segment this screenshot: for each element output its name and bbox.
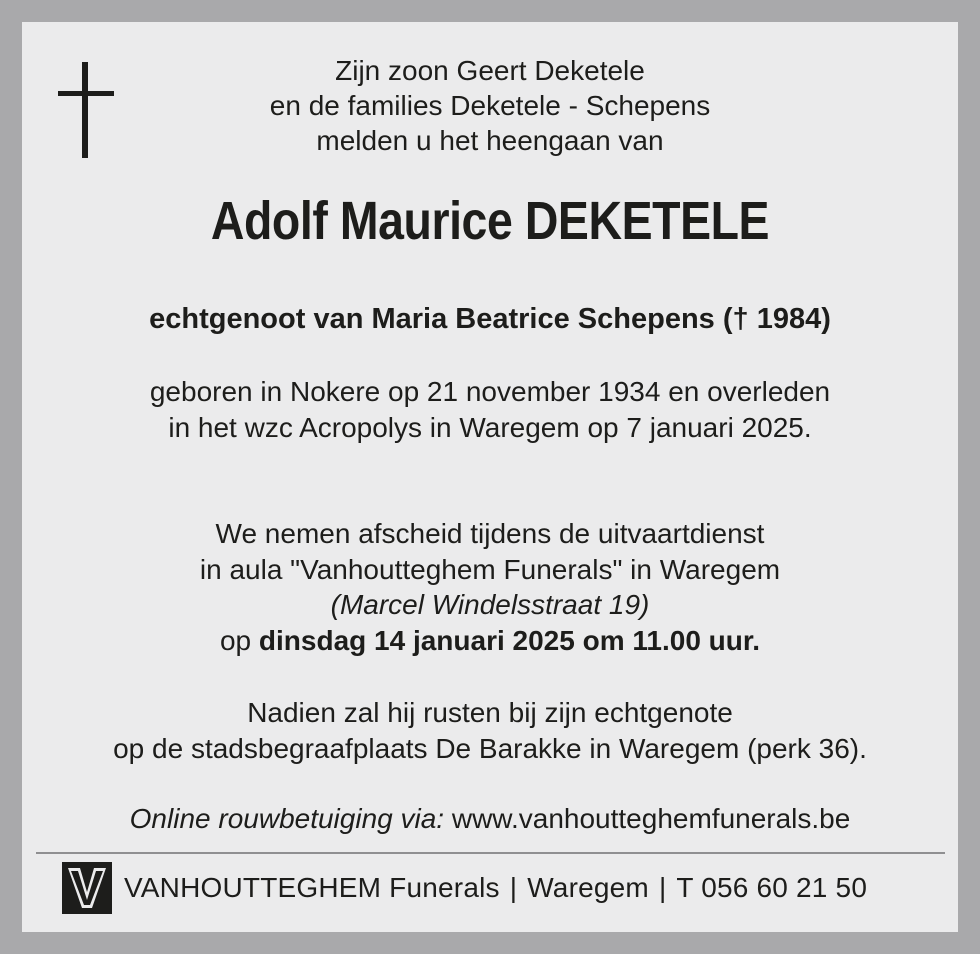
footer-separator: |: [509, 872, 518, 903]
death-notice-card: [22, 22, 958, 932]
birth-line: geboren in Nokere op 21 november 1934 en overleden: [149, 376, 831, 407]
footer-separator: |: [658, 872, 667, 903]
online-condolence-line: [0, 803, 980, 835]
spouse-line: echtgenoot van Maria Beatrice Schepens († 1984): [149, 303, 831, 335]
ceremony-date: dinsdag 14 januari 2025 om 11.00 uur.: [258, 625, 761, 656]
footer-phone: T 056 60 21 50: [676, 872, 868, 903]
online-label: Online rouwbetuiging via:: [129, 803, 445, 834]
death-line: in het wzc Acropolys in Waregem op 7 januari 2025.: [168, 412, 812, 443]
intro-line-2: en de families Deketele - Schepens: [269, 90, 711, 121]
intro-line-1: Zijn zoon Geert Deketele: [335, 55, 645, 86]
deceased-name: Adolf Maurice DEKETELE: [210, 191, 770, 251]
ceremony-date-prefix: op: [219, 625, 252, 656]
footer-city: Waregem: [527, 872, 649, 903]
footer: [62, 862, 922, 914]
vanhoutteghem-logo: [62, 862, 112, 914]
burial-line-1: Nadien zal hij rusten bij zijn echtgenote: [247, 697, 733, 728]
ceremony-address: (Marcel Windelsstraat 19): [330, 589, 650, 620]
ceremony-date-line: [0, 625, 980, 657]
online-url[interactable]: www.vanhoutteghemfunerals.be: [451, 803, 851, 834]
footer-divider: [36, 852, 945, 854]
ceremony-line-2: in aula "Vanhoutteghem Funerals" in Waregem: [199, 554, 781, 585]
burial-line-2: op de stadsbegraafplaats De Barakke in Waregem (perk 36).: [113, 733, 867, 764]
footer-company: VANHOUTTEGHEM Funerals: [124, 872, 500, 903]
ceremony-line-1: We nemen afscheid tijdens de uitvaartdienst: [215, 518, 765, 549]
footer-text: [124, 872, 867, 904]
intro-line-3: melden u het heengaan van: [316, 125, 664, 156]
